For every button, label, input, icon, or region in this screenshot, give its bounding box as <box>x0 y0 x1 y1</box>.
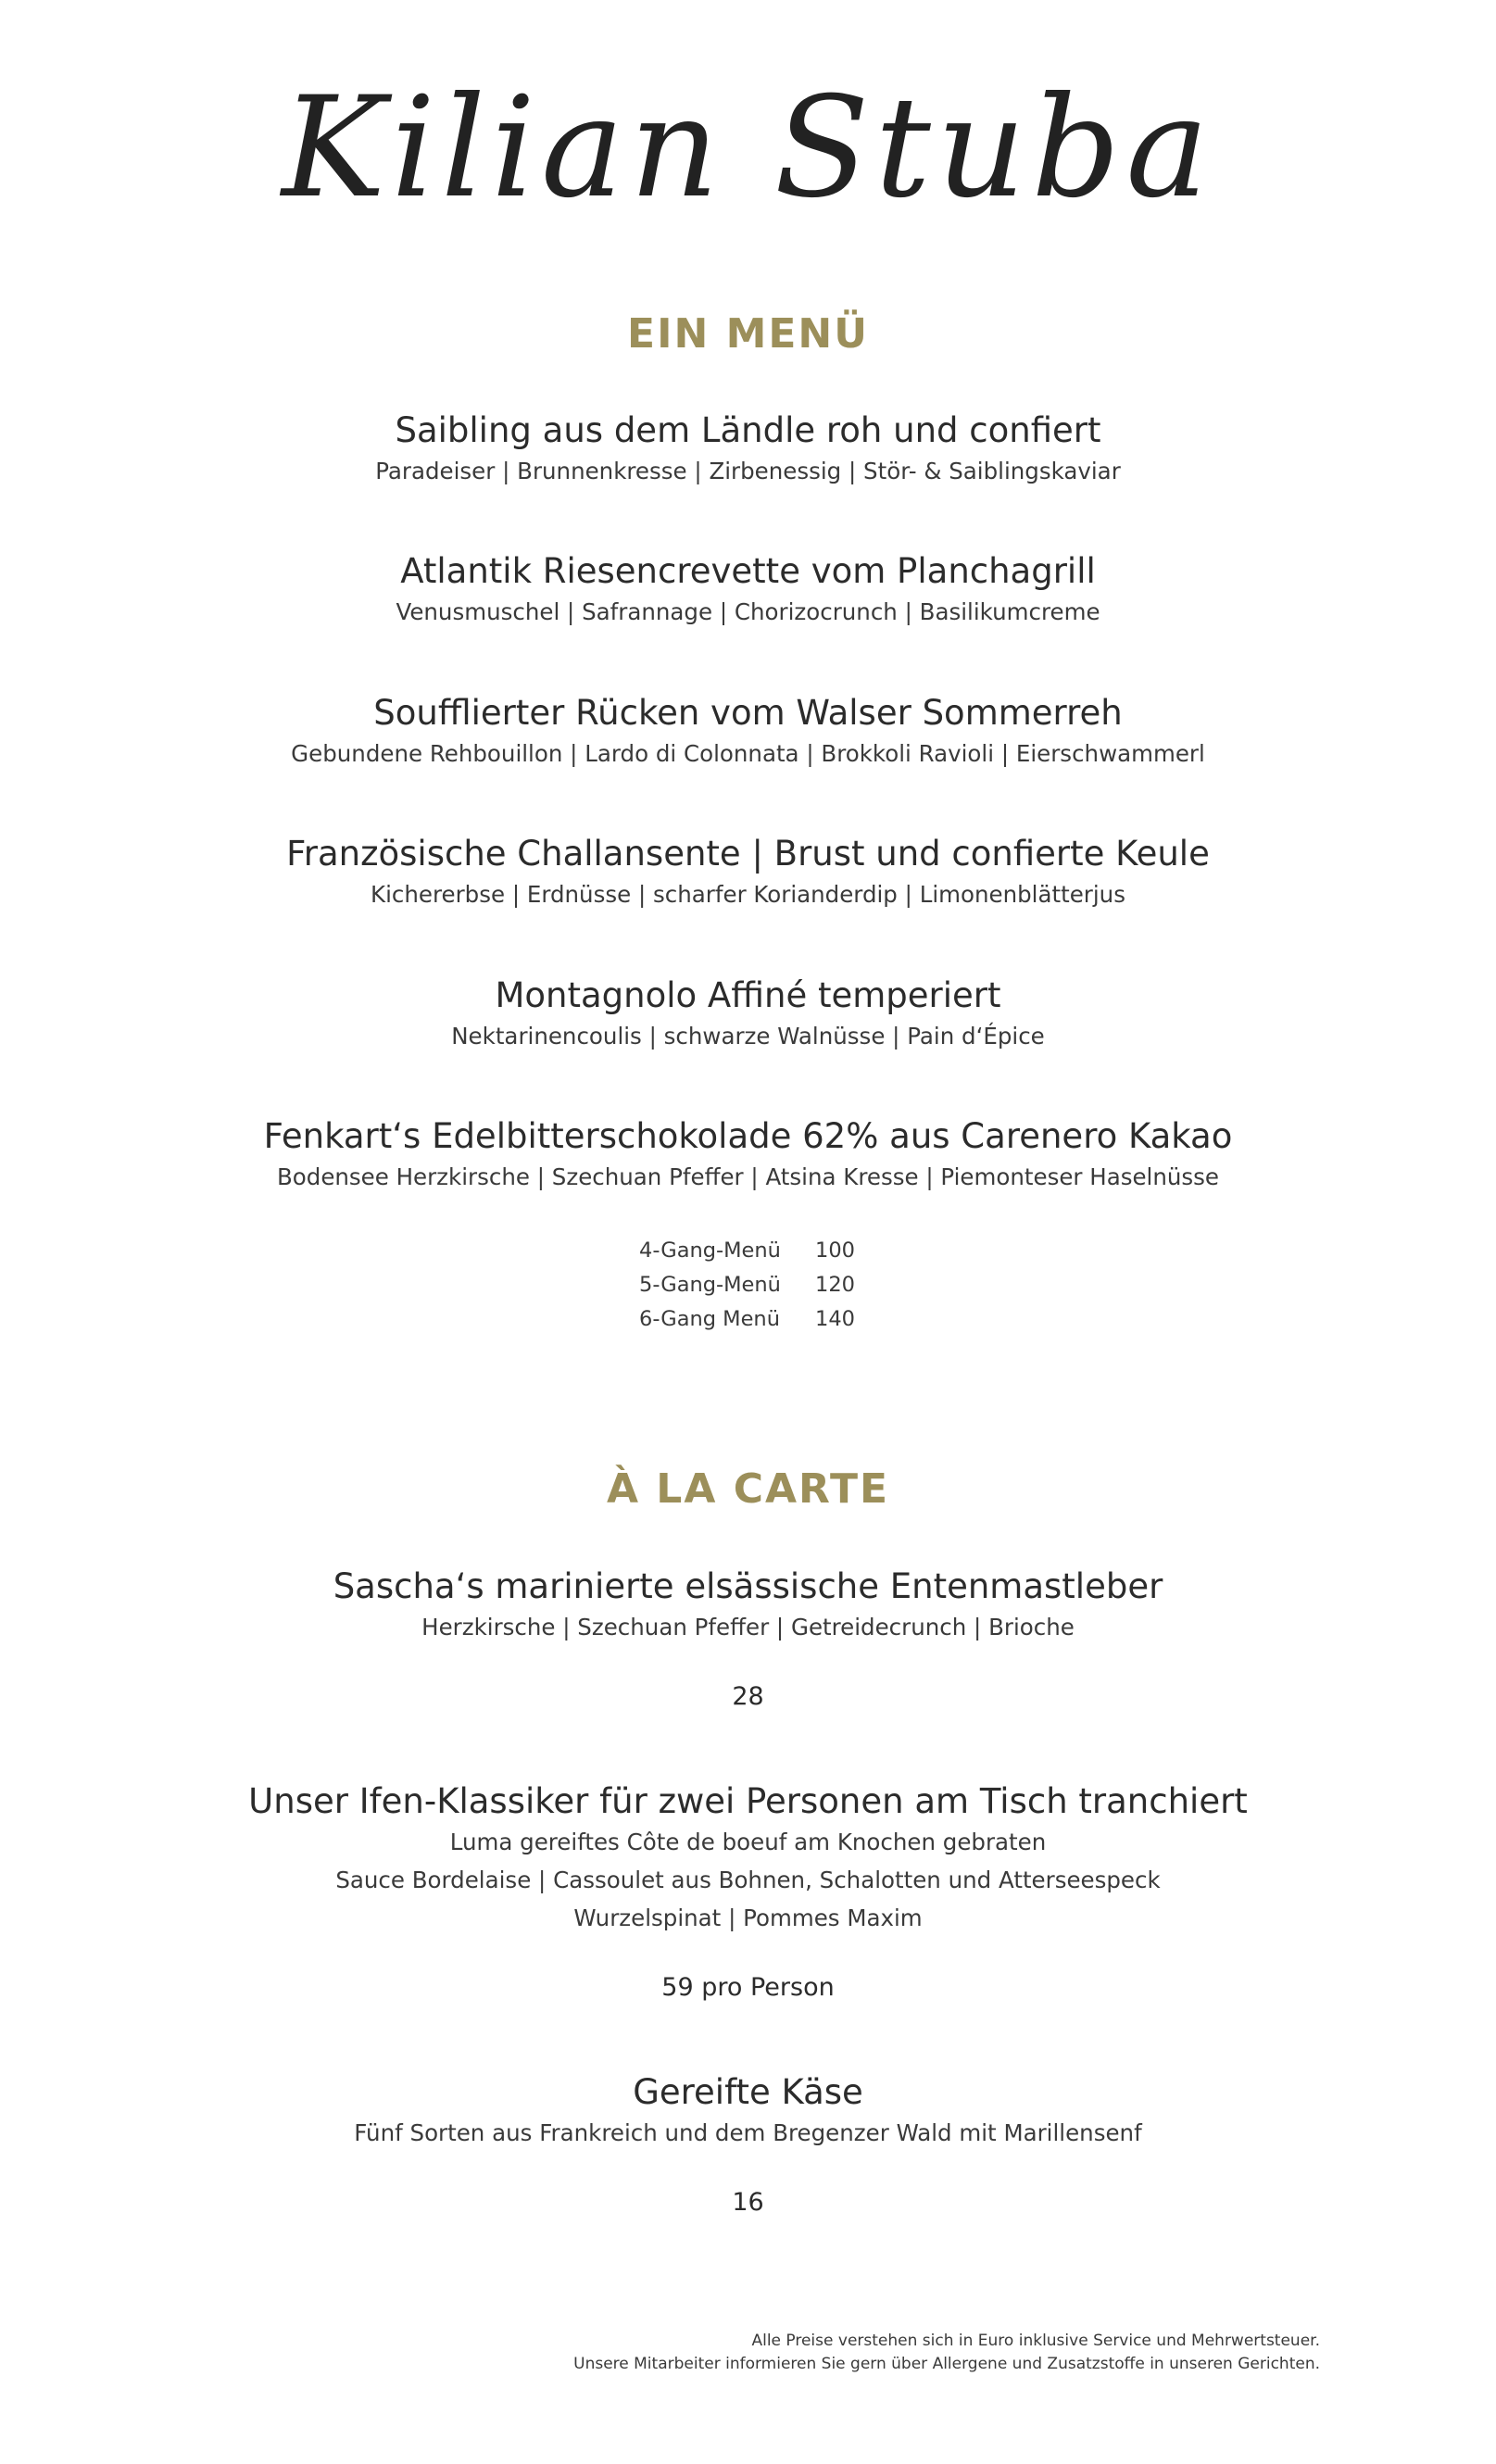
dish-name: Soufflierter Rücken vom Walser Sommerreh <box>373 693 1123 733</box>
dish-name: Atlantik Riesencrevette vom Planchagrill <box>400 551 1096 591</box>
dish-description: Kichererbse | Erdnüsse | scharfer Korianderdip | Limonenblätterjus <box>371 881 1125 908</box>
dish-name: Unser Ifen-Klassiker für zwei Personen am Tisch tranchiert <box>248 1781 1248 1821</box>
dish-description: Wurzelspinat | Pommes Maxim <box>573 1905 923 1931</box>
carte-section-title: À LA CARTE <box>606 1465 890 1513</box>
price-value: 100 <box>815 1238 855 1263</box>
price-value: 120 <box>815 1273 855 1297</box>
dish-name: Saibling aus dem Ländle roh und confiert <box>395 410 1101 450</box>
menu-dish-6 <box>0 1115 1496 1196</box>
footer-line: Unsere Mitarbeiter informieren Sie gern über Allergene und Zusatzstoffe in unseren Gerichten. <box>573 2355 1320 2373</box>
dish-name: Französische Challansente | Brust und confierte Keule <box>286 834 1210 874</box>
menu-dish-2 <box>0 550 1496 631</box>
price-row <box>639 1234 917 1268</box>
dish-price: 16 <box>732 2188 764 2217</box>
dish-description: Paradeiser | Brunnenkresse | Zirbenessig | Stör- & Saiblingskaviar <box>375 458 1121 484</box>
dish-description: Fünf Sorten aus Frankreich und dem Bregenzer Wald mit Marillensenf <box>354 2119 1142 2146</box>
carte-dish-2 <box>0 1780 1496 2004</box>
price-label: 4-Gang-Menü <box>639 1238 781 1263</box>
price-label: 6-Gang Menü <box>639 1307 780 1331</box>
dish-name: Sascha‘s marinierte elsässische Entenmastleber <box>333 1566 1163 1606</box>
price-row <box>639 1302 917 1337</box>
menu-price-list <box>639 1234 917 1337</box>
price-label: 5-Gang-Menü <box>639 1273 781 1297</box>
footer-line: Alle Preise verstehen sich in Euro inklusive Service und Mehrwertsteuer. <box>751 2332 1320 2350</box>
dish-description: Sauce Bordelaise | Cassoulet aus Bohnen, Schalotten und Atterseespeck <box>335 1867 1161 1893</box>
dish-name: Montagnolo Affiné temperiert <box>495 975 1001 1015</box>
dish-description: Luma gereiftes Côte de boeuf am Knochen gebraten <box>449 1829 1047 1855</box>
carte-dish-1 <box>0 1565 1496 1713</box>
menu-dish-1 <box>0 409 1496 490</box>
price-row <box>639 1268 917 1302</box>
dish-description: Venusmuschel | Safrannage | Chorizocrunch | Basilikumcreme <box>396 598 1100 625</box>
menu-dish-3 <box>0 692 1496 773</box>
menu-section-title: EIN MENÜ <box>627 310 869 358</box>
dish-price: 28 <box>732 1682 764 1711</box>
dish-name: Gereifte Käse <box>633 2072 863 2112</box>
restaurant-logo <box>0 51 1496 255</box>
dish-description: Nektarinencoulis | schwarze Walnüsse | Pain d‘Épice <box>451 1023 1045 1050</box>
dish-description: Herzkirsche | Szechuan Pfeffer | Getreidecrunch | Brioche <box>421 1614 1075 1641</box>
dish-description: Bodensee Herzkirsche | Szechuan Pfeffer | Atsina Kresse | Piemonteser Haselnüsse <box>276 1163 1220 1190</box>
footer-notes <box>573 2330 1320 2376</box>
menu-dish-5 <box>0 974 1496 1055</box>
dish-price: 59 pro Person <box>661 1973 835 2002</box>
dish-name: Fenkart‘s Edelbitterschokolade 62% aus Carenero Kakao <box>263 1116 1233 1156</box>
logo-text: Kilian Stuba <box>282 68 1214 229</box>
menu-dish-4 <box>0 833 1496 913</box>
carte-dish-3 <box>0 2071 1496 2219</box>
dish-description: Gebundene Rehbouillon | Lardo di Colonnata | Brokkoli Ravioli | Eierschwammerl <box>291 740 1205 767</box>
price-value: 140 <box>815 1307 855 1331</box>
